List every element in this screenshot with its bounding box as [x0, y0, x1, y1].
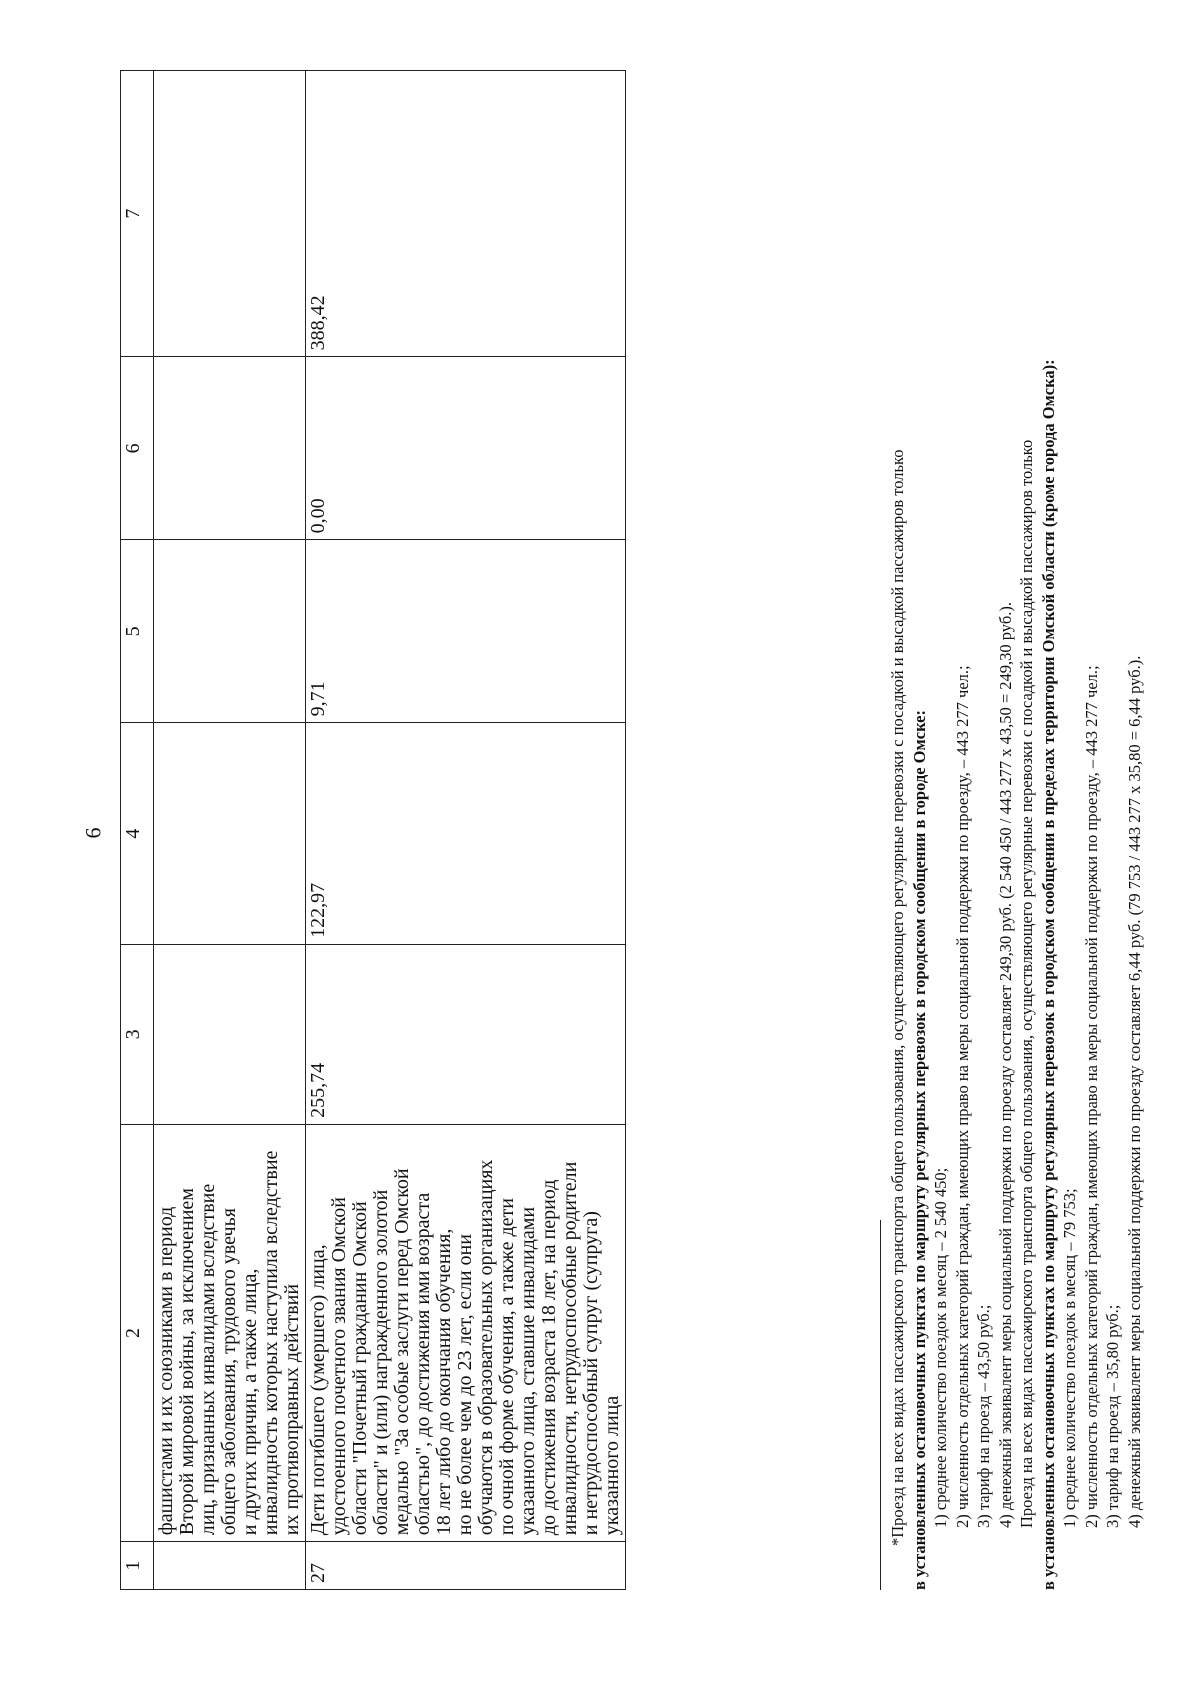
footnote-item: 2) численность отдельных категорий граждан, имеющих право на меры социальной поддержки по проезду, – 443 277 чел.;: [1081, 665, 1101, 1528]
description-line: медалью "За особые заслуги перед Омской: [391, 1168, 413, 1536]
description-line: 18 лет либо до окончания обучения,: [433, 1228, 455, 1536]
value-cell: 255,74: [306, 944, 626, 1124]
description-line: Дети погибшего (умершего) лица,: [307, 1244, 329, 1536]
description-line: удостоенного почетного звания Омской: [328, 1196, 350, 1536]
column-header: 5: [121, 540, 154, 723]
row-description: [306, 1124, 626, 1541]
rotated-page-content: [120, 70, 1144, 1590]
value-cell: 388,42: [306, 71, 626, 357]
value-cell: [154, 944, 306, 1124]
column-header: 2: [121, 1124, 154, 1541]
footnote-item: 4) денежный эквивалент меры социальной поддержки по проезду составляет 249,30 руб. (2 540 450 / 443 277 х 43,50 = 249,30 руб.).: [995, 602, 1015, 1528]
value-cell: [154, 357, 306, 540]
description-line: и других причин, а также лица,: [239, 1268, 261, 1536]
description-line: но не более чем до 23 лет, если они: [454, 1234, 476, 1536]
column-header: 7: [121, 71, 154, 357]
description-line: их противоправных действий: [281, 1283, 303, 1536]
description-line: Второй мировой войны, за исключением: [176, 1188, 198, 1536]
description-line: по очной форме обучения, а также дети: [496, 1198, 518, 1536]
footnote-item: 4) денежный эквивалент меры социальной поддержки по проезду составляет 6,44 руб. (79 753 / 443 277 х 35,80 = 6,44 руб.).: [1124, 655, 1144, 1528]
value-cell: [154, 71, 306, 357]
footnotes: [880, 70, 1145, 1590]
description-line: инвалидность которых наступила вследствие: [260, 1150, 282, 1536]
description-line: обучаются в образовательных организациях: [475, 1159, 497, 1536]
column-header: 1: [121, 1542, 154, 1590]
column-header: 6: [121, 357, 154, 540]
footnote-paragraph-line: Проезд на всех видах пассажирского транспорта общего пользования, осуществляющего регулярные перевозки с посадкой и высадкой пассажиров только: [1017, 439, 1036, 1528]
description-line: указанного лица: [601, 1395, 623, 1536]
value-cell: [154, 540, 306, 723]
row-description: [154, 1124, 306, 1541]
footnote-item: 1) среднее количество поездок в месяц – 79 753;: [1060, 1188, 1079, 1528]
description-line: области" и (или) награжденного золотой: [370, 1189, 392, 1536]
footnote-paragraph-line: *Проезд на всех видах пассажирского транспорта общего пользования, осуществляющего регулярные перевозки с посадкой и высадкой пассажиров только: [888, 449, 907, 1546]
table-header-row: [121, 71, 154, 1590]
description-line: общего заболевания, трудового увечья: [218, 1208, 240, 1536]
description-line: указанного лица, ставшие инвалидами: [517, 1206, 539, 1536]
row-number: 27: [306, 1542, 626, 1590]
footnote-paragraph-line: в установленных остановочных пунктах по маршруту регулярных перевозок в городском сообщении в городе Омске:: [909, 710, 929, 1590]
description-line: области "Почетный гражданин Омской: [349, 1201, 371, 1536]
description-line: до достижения возраста 18 лет, на период: [538, 1179, 560, 1536]
value-cell: 9,71: [306, 540, 626, 723]
description-line: лиц, признанных инвалидами вследствие: [197, 1183, 219, 1536]
row-number: [154, 1542, 306, 1590]
value-cell: [154, 723, 306, 945]
footnote-divider: [880, 1220, 881, 1590]
footnote-item: 3) тариф на проезд – 43,50 руб.;: [974, 1304, 993, 1528]
description-line: и нетрудоспособный супруг (супруга): [580, 1211, 602, 1536]
footnote-paragraph-line: в установленных остановочных пунктах по маршруту регулярных перевозок в городском сообщении в пределах территории Омской области (кроме города Омска):: [1038, 359, 1058, 1590]
description-line: инвалидности, нетрудоспособные родители: [559, 1161, 581, 1536]
column-header: 4: [121, 723, 154, 945]
footnote-item: 2) численность отдельных категорий граждан, имеющих право на меры социальной поддержки по проезду, – 443 277 чел.;: [952, 665, 972, 1528]
value-cell: 0,00: [306, 357, 626, 540]
description-line: областью", до достижения ими возраста: [412, 1192, 434, 1536]
table-row: [306, 71, 626, 1590]
value-cell: 122,97: [306, 723, 626, 945]
column-header: 3: [121, 944, 154, 1124]
table-row: [154, 71, 306, 1590]
page-number: 6: [80, 827, 106, 839]
benefits-table: [120, 70, 626, 1590]
description-line: фашистами и их союзниками в период: [155, 1206, 177, 1536]
footnote-item: 3) тариф на проезд – 35,80 руб.;: [1103, 1304, 1122, 1528]
footnote-item: 1) среднее количество поездок в месяц – 2 540 450;: [931, 1167, 950, 1528]
